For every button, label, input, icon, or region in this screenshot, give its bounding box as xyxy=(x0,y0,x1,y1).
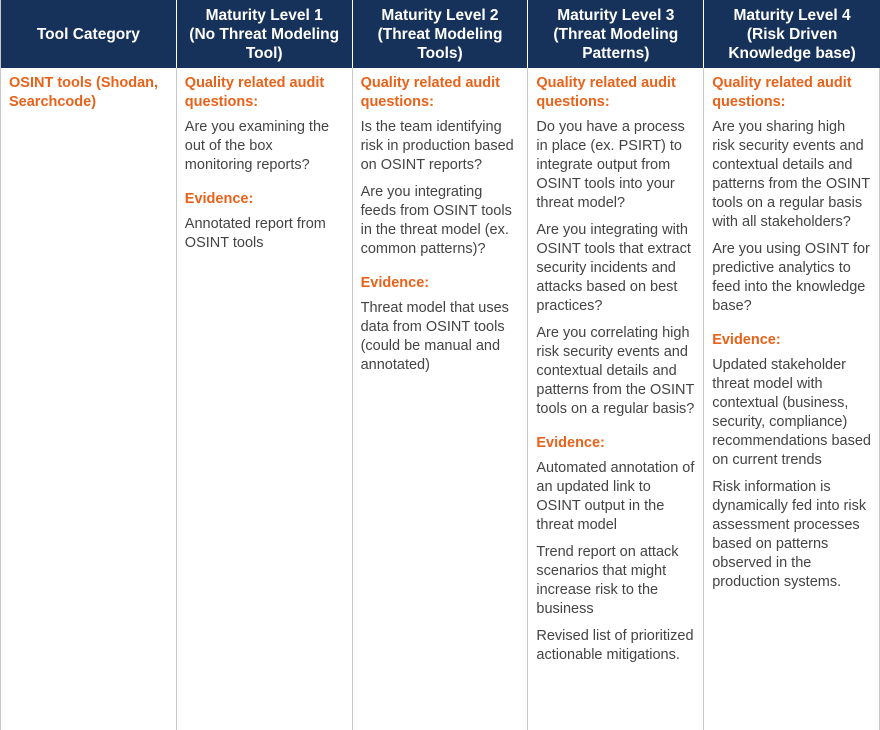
cell-level-4 xyxy=(704,68,880,730)
questions-label: Quality related audit questions: xyxy=(360,75,500,110)
evidence-label: Evidence: xyxy=(184,191,254,207)
header-label: Maturity Level 2 (Threat Modeling Tools) xyxy=(377,6,503,62)
header-maturity-level-3 xyxy=(528,0,704,68)
header-maturity-level-4 xyxy=(704,0,880,68)
evidence-label: Evidence: xyxy=(712,332,781,348)
evidence-item: Trend report on attack scenarios that might increase risk to the business xyxy=(536,544,679,617)
category-label: OSINT tools (Shodan, Searchcode) xyxy=(9,75,159,110)
cell-tool-category xyxy=(1,68,177,730)
questions-label: Quality related audit questions: xyxy=(184,75,325,110)
evidence-item: Revised list of prioritized actionable mitigations. xyxy=(536,628,694,663)
questions-label: Quality related audit questions: xyxy=(712,75,852,110)
header-label: Maturity Level 1 (No Threat Modeling Tool) xyxy=(189,6,340,62)
audit-question: Do you have a process in place (ex. PSIRT) to integrate output from OSINT tools into your threat model? xyxy=(536,119,685,211)
evidence-label: Evidence: xyxy=(360,275,430,291)
evidence-item: Annotated report from OSINT tools xyxy=(184,216,326,251)
audit-question: Are you sharing high risk security events and contextual details and patterns from the OSINT tools on a regular basis with all stakeholders? xyxy=(712,119,870,230)
cell-level-1 xyxy=(177,68,353,730)
evidence-item: Automated annotation of an updated link to OSINT output in the threat model xyxy=(536,460,695,533)
header-tool-category xyxy=(1,0,177,68)
table-header-row xyxy=(1,0,880,68)
cell-level-3 xyxy=(528,68,704,730)
audit-question: Are you integrating feeds from OSINT tools in the threat model (ex. common patterns)? xyxy=(360,184,512,257)
header-label: Maturity Level 3 (Threat Modeling Patterns) xyxy=(553,6,679,62)
audit-question: Are you using OSINT for predictive analytics to feed into the knowledge base? xyxy=(712,241,870,314)
header-maturity-level-2 xyxy=(353,0,529,68)
audit-question: Are you integrating with OSINT tools that extract security incidents and attacks based on best practices? xyxy=(536,222,691,314)
evidence-item: Risk information is dynamically fed into risk assessment processes based on patterns observed in the production systems. xyxy=(712,479,867,590)
table-body-row xyxy=(1,68,880,730)
audit-question: Are you examining the out of the box monitoring reports? xyxy=(184,119,330,173)
audit-question: Are you correlating high risk security events and contextual details and patterns from the OSINT tools on a regular basis? xyxy=(536,325,695,417)
evidence-item: Updated stakeholder threat model with contextual (business, security, compliance) recommendations based on current trends xyxy=(712,357,871,468)
cell-level-2 xyxy=(353,68,529,730)
audit-question: Is the team identifying risk in production based on OSINT reports? xyxy=(360,119,514,173)
evidence-label: Evidence: xyxy=(536,435,605,451)
evidence-item: Threat model that uses data from OSINT tools (could be manual and annotated) xyxy=(360,300,509,373)
header-label: Maturity Level 4 (Risk Driven Knowledge base) xyxy=(728,6,856,62)
questions-label: Quality related audit questions: xyxy=(536,75,676,110)
header-maturity-level-1 xyxy=(177,0,353,68)
header-label: Tool Category xyxy=(36,25,140,43)
